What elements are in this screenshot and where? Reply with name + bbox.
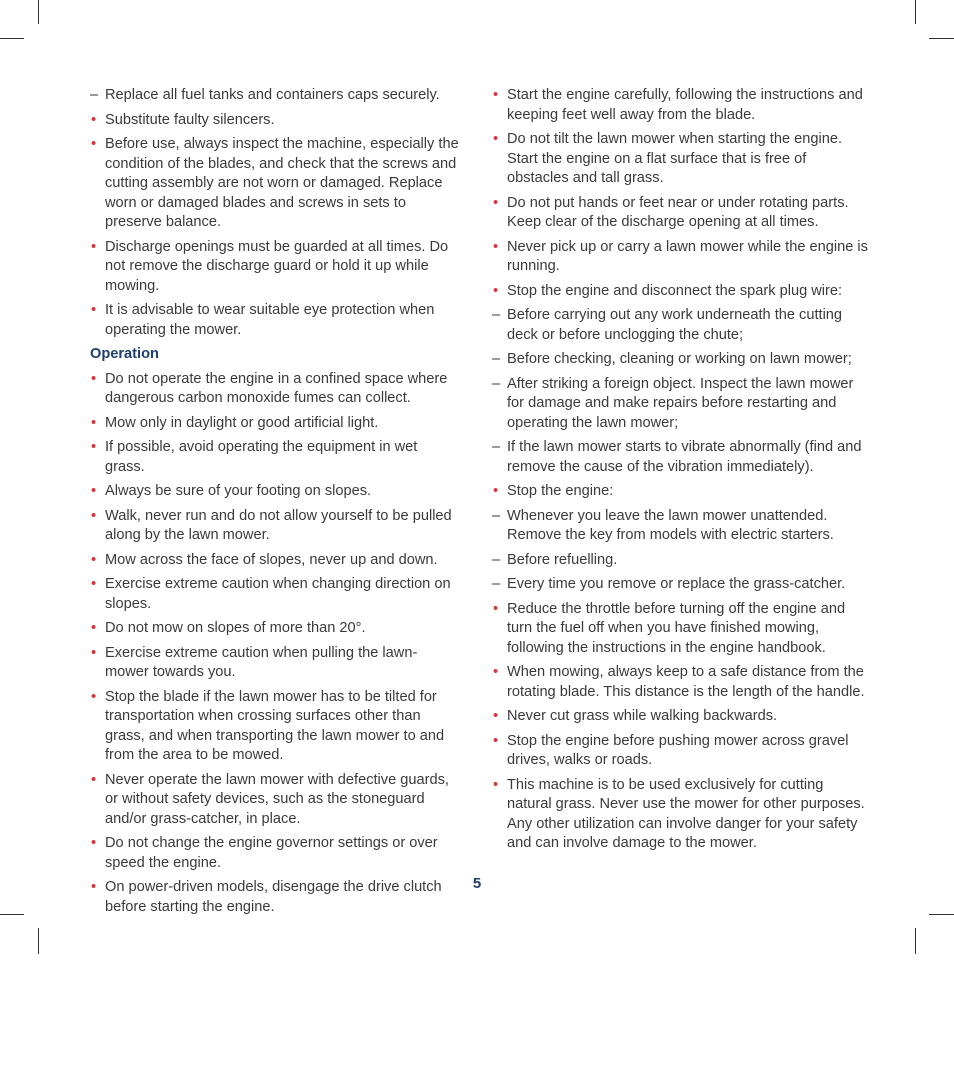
dash-item <box>492 438 868 477</box>
bullet-marker: • <box>493 131 499 147</box>
item-text: Always be sure of your footing on slopes. <box>105 483 372 499</box>
dash-marker: – <box>90 87 99 103</box>
item-text: If possible, avoid operating the equipment in wet grass. <box>105 439 418 475</box>
dash-item <box>90 86 460 106</box>
item-text: Stop the engine: <box>507 483 614 499</box>
dash-item <box>492 350 868 370</box>
bullet-item <box>90 438 460 477</box>
bullet-marker: • <box>91 111 97 128</box>
bullet-marker: • <box>91 771 97 788</box>
bullet-marker: • <box>493 732 499 749</box>
bullet-item <box>492 707 868 727</box>
bullet-item <box>90 619 460 639</box>
bullet-item <box>90 575 460 614</box>
item-text: Before refuelling. <box>507 551 618 568</box>
bullet-item <box>492 130 868 189</box>
dash-item <box>492 306 868 345</box>
bullet-marker: • <box>493 282 499 299</box>
crop-mark <box>915 928 916 954</box>
item-text: Never pick up or carry a lawn mower while the engine is running. <box>507 238 868 274</box>
item-text: Exercise extreme caution when changing direction on slopes. <box>105 576 451 612</box>
left-column <box>90 86 460 922</box>
bullet-item <box>90 301 460 340</box>
bullet-item <box>492 86 868 125</box>
bullet-marker: • <box>493 664 499 680</box>
bullet-marker: • <box>91 688 97 705</box>
item-text: Before checking, cleaning or working on lawn mower; <box>507 351 852 367</box>
bullet-item <box>90 834 460 873</box>
bullet-marker: • <box>493 600 499 617</box>
bullet-item <box>492 732 868 771</box>
item-text: After striking a foreign object. Inspect the lawn mower for damage and make repairs before restarting and operating the lawn mower; <box>507 375 854 431</box>
item-text: If the lawn mower starts to vibrate abnormally (find and remove the cause of the vibration immediately). <box>507 439 862 475</box>
bullet-marker: • <box>493 708 499 724</box>
operation-list <box>90 370 460 918</box>
bullet-marker: • <box>91 302 97 318</box>
bullet-marker: • <box>91 370 97 387</box>
item-text: Reduce the throttle before turning off the engine and turn the fuel off when you have finished mowing, following the instructions in the engine handbook. <box>507 600 846 656</box>
bullet-item <box>90 414 460 434</box>
bullet-marker: • <box>91 551 97 568</box>
bullet-marker: • <box>493 238 499 255</box>
dash-marker: – <box>492 351 501 367</box>
bullet-marker: • <box>91 835 97 851</box>
section-heading-operation: Operation <box>90 346 159 362</box>
crop-mark <box>929 38 954 39</box>
bullet-item <box>492 663 868 702</box>
item-text: Substitute faulty silencers. <box>105 111 275 128</box>
bullet-marker: • <box>493 776 499 793</box>
dash-marker: – <box>492 551 501 568</box>
bullet-marker: • <box>91 879 97 895</box>
bullet-item <box>90 135 460 233</box>
operation-list-continued <box>492 86 868 854</box>
bullet-item <box>90 551 460 571</box>
item-text: Mow only in daylight or good artificial light. <box>105 414 379 431</box>
bullet-marker: • <box>91 136 97 152</box>
bullet-item <box>90 111 460 131</box>
intro-list <box>90 86 460 340</box>
bullet-marker: • <box>91 483 97 499</box>
item-text: Do not mow on slopes of more than 20°. <box>105 620 366 636</box>
crop-mark <box>38 0 39 24</box>
bullet-item <box>90 482 460 502</box>
bullet-marker: • <box>91 439 97 455</box>
crop-mark <box>38 928 39 954</box>
item-text: When mowing, always keep to a safe distance from the rotating blade. This distance is the length of the handle. <box>507 664 865 700</box>
item-text: Never operate the lawn mower with defective guards, or without safety devices, such as the stoneguard and/or grass-catcher, in place. <box>105 771 449 827</box>
bullet-item <box>90 370 460 409</box>
bullet-marker: • <box>91 238 97 255</box>
dash-marker: – <box>492 507 501 524</box>
item-text: Do not put hands or feet near or under rotating parts. Keep clear of the discharge opening at all times. <box>507 194 849 230</box>
item-text: Before carrying out any work underneath the cutting deck or before unclogging the chute; <box>507 307 843 343</box>
dash-marker: – <box>492 375 501 392</box>
item-text: Do not operate the engine in a confined space where dangerous carbon monoxide fumes can collect. <box>105 370 448 406</box>
bullet-marker: • <box>493 194 499 211</box>
item-text: On power-driven models, disengage the drive clutch before starting the engine. <box>105 879 442 915</box>
item-text: Stop the engine before pushing mower across gravel drives, walks or roads. <box>507 732 849 768</box>
item-text: Do not change the engine governor settings or over speed the engine. <box>105 835 438 871</box>
bullet-marker: • <box>493 87 499 103</box>
dash-item <box>492 551 868 571</box>
dash-item <box>492 375 868 434</box>
bullet-item <box>90 688 460 766</box>
item-text: Exercise extreme caution when pulling the lawn-mower towards you. <box>105 644 418 680</box>
bullet-marker: • <box>493 483 499 499</box>
bullet-marker: • <box>91 576 97 592</box>
bullet-item <box>492 282 868 302</box>
dash-marker: – <box>492 439 501 455</box>
bullet-item <box>90 507 460 546</box>
dash-item <box>492 507 868 546</box>
bullet-marker: • <box>91 507 97 524</box>
item-text: Every time you remove or replace the grass-catcher. <box>507 576 846 592</box>
item-text: Never cut grass while walking backwards. <box>507 708 778 724</box>
page-number: 5 <box>472 875 482 892</box>
item-text: It is advisable to wear suitable eye protection when operating the mower. <box>105 302 435 338</box>
item-text: Discharge openings must be guarded at all times. Do not remove the discharge guard or hold it up while mowing. <box>105 238 449 294</box>
crop-mark <box>915 0 916 24</box>
item-text: Stop the blade if the lawn mower has to be tilted for transportation when crossing surfaces other than grass, and when transporting the lawn mower to and from the area to be mowed. <box>105 688 445 763</box>
item-text: Whenever you leave the lawn mower unattended. Remove the key from models with electric starters. <box>507 507 834 543</box>
item-text: This machine is to be used exclusively for cutting natural grass. Never use the mower for other purposes. Any other utilization can involve danger for your safety and can involve damage to the mower. <box>507 776 865 851</box>
dash-marker: – <box>492 307 501 323</box>
crop-mark <box>0 38 24 39</box>
bullet-item <box>492 194 868 233</box>
item-text: Mow across the face of slopes, never up and down. <box>105 551 438 568</box>
bullet-marker: • <box>91 414 97 431</box>
bullet-marker: • <box>91 620 97 636</box>
bullet-item <box>90 771 460 830</box>
bullet-item <box>90 644 460 683</box>
dash-item <box>492 575 868 595</box>
bullet-item <box>492 776 868 854</box>
item-text: Stop the engine and disconnect the spark plug wire: <box>507 282 843 299</box>
bullet-item <box>90 238 460 297</box>
crop-mark <box>0 914 24 915</box>
item-text: Walk, never run and do not allow yourself to be pulled along by the lawn mower. <box>105 507 452 543</box>
bullet-item <box>492 600 868 659</box>
dash-marker: – <box>492 576 501 592</box>
crop-mark <box>929 914 954 915</box>
item-text: Replace all fuel tanks and containers caps securely. <box>105 87 440 103</box>
item-text: Before use, always inspect the machine, especially the condition of the blades, and check that the screws and cutting assembly are not worn or damaged. Replace worn or damaged blades and screws in sets to preserve balance. <box>105 136 459 230</box>
item-text: Start the engine carefully, following the instructions and keeping feet well away from the blade. <box>507 87 863 123</box>
right-column <box>492 86 868 859</box>
bullet-marker: • <box>91 644 97 661</box>
bullet-item <box>492 238 868 277</box>
item-text: Do not tilt the lawn mower when starting the engine. Start the engine on a flat surface that is free of obstacles and tall grass. <box>507 131 843 186</box>
bullet-item <box>492 482 868 502</box>
